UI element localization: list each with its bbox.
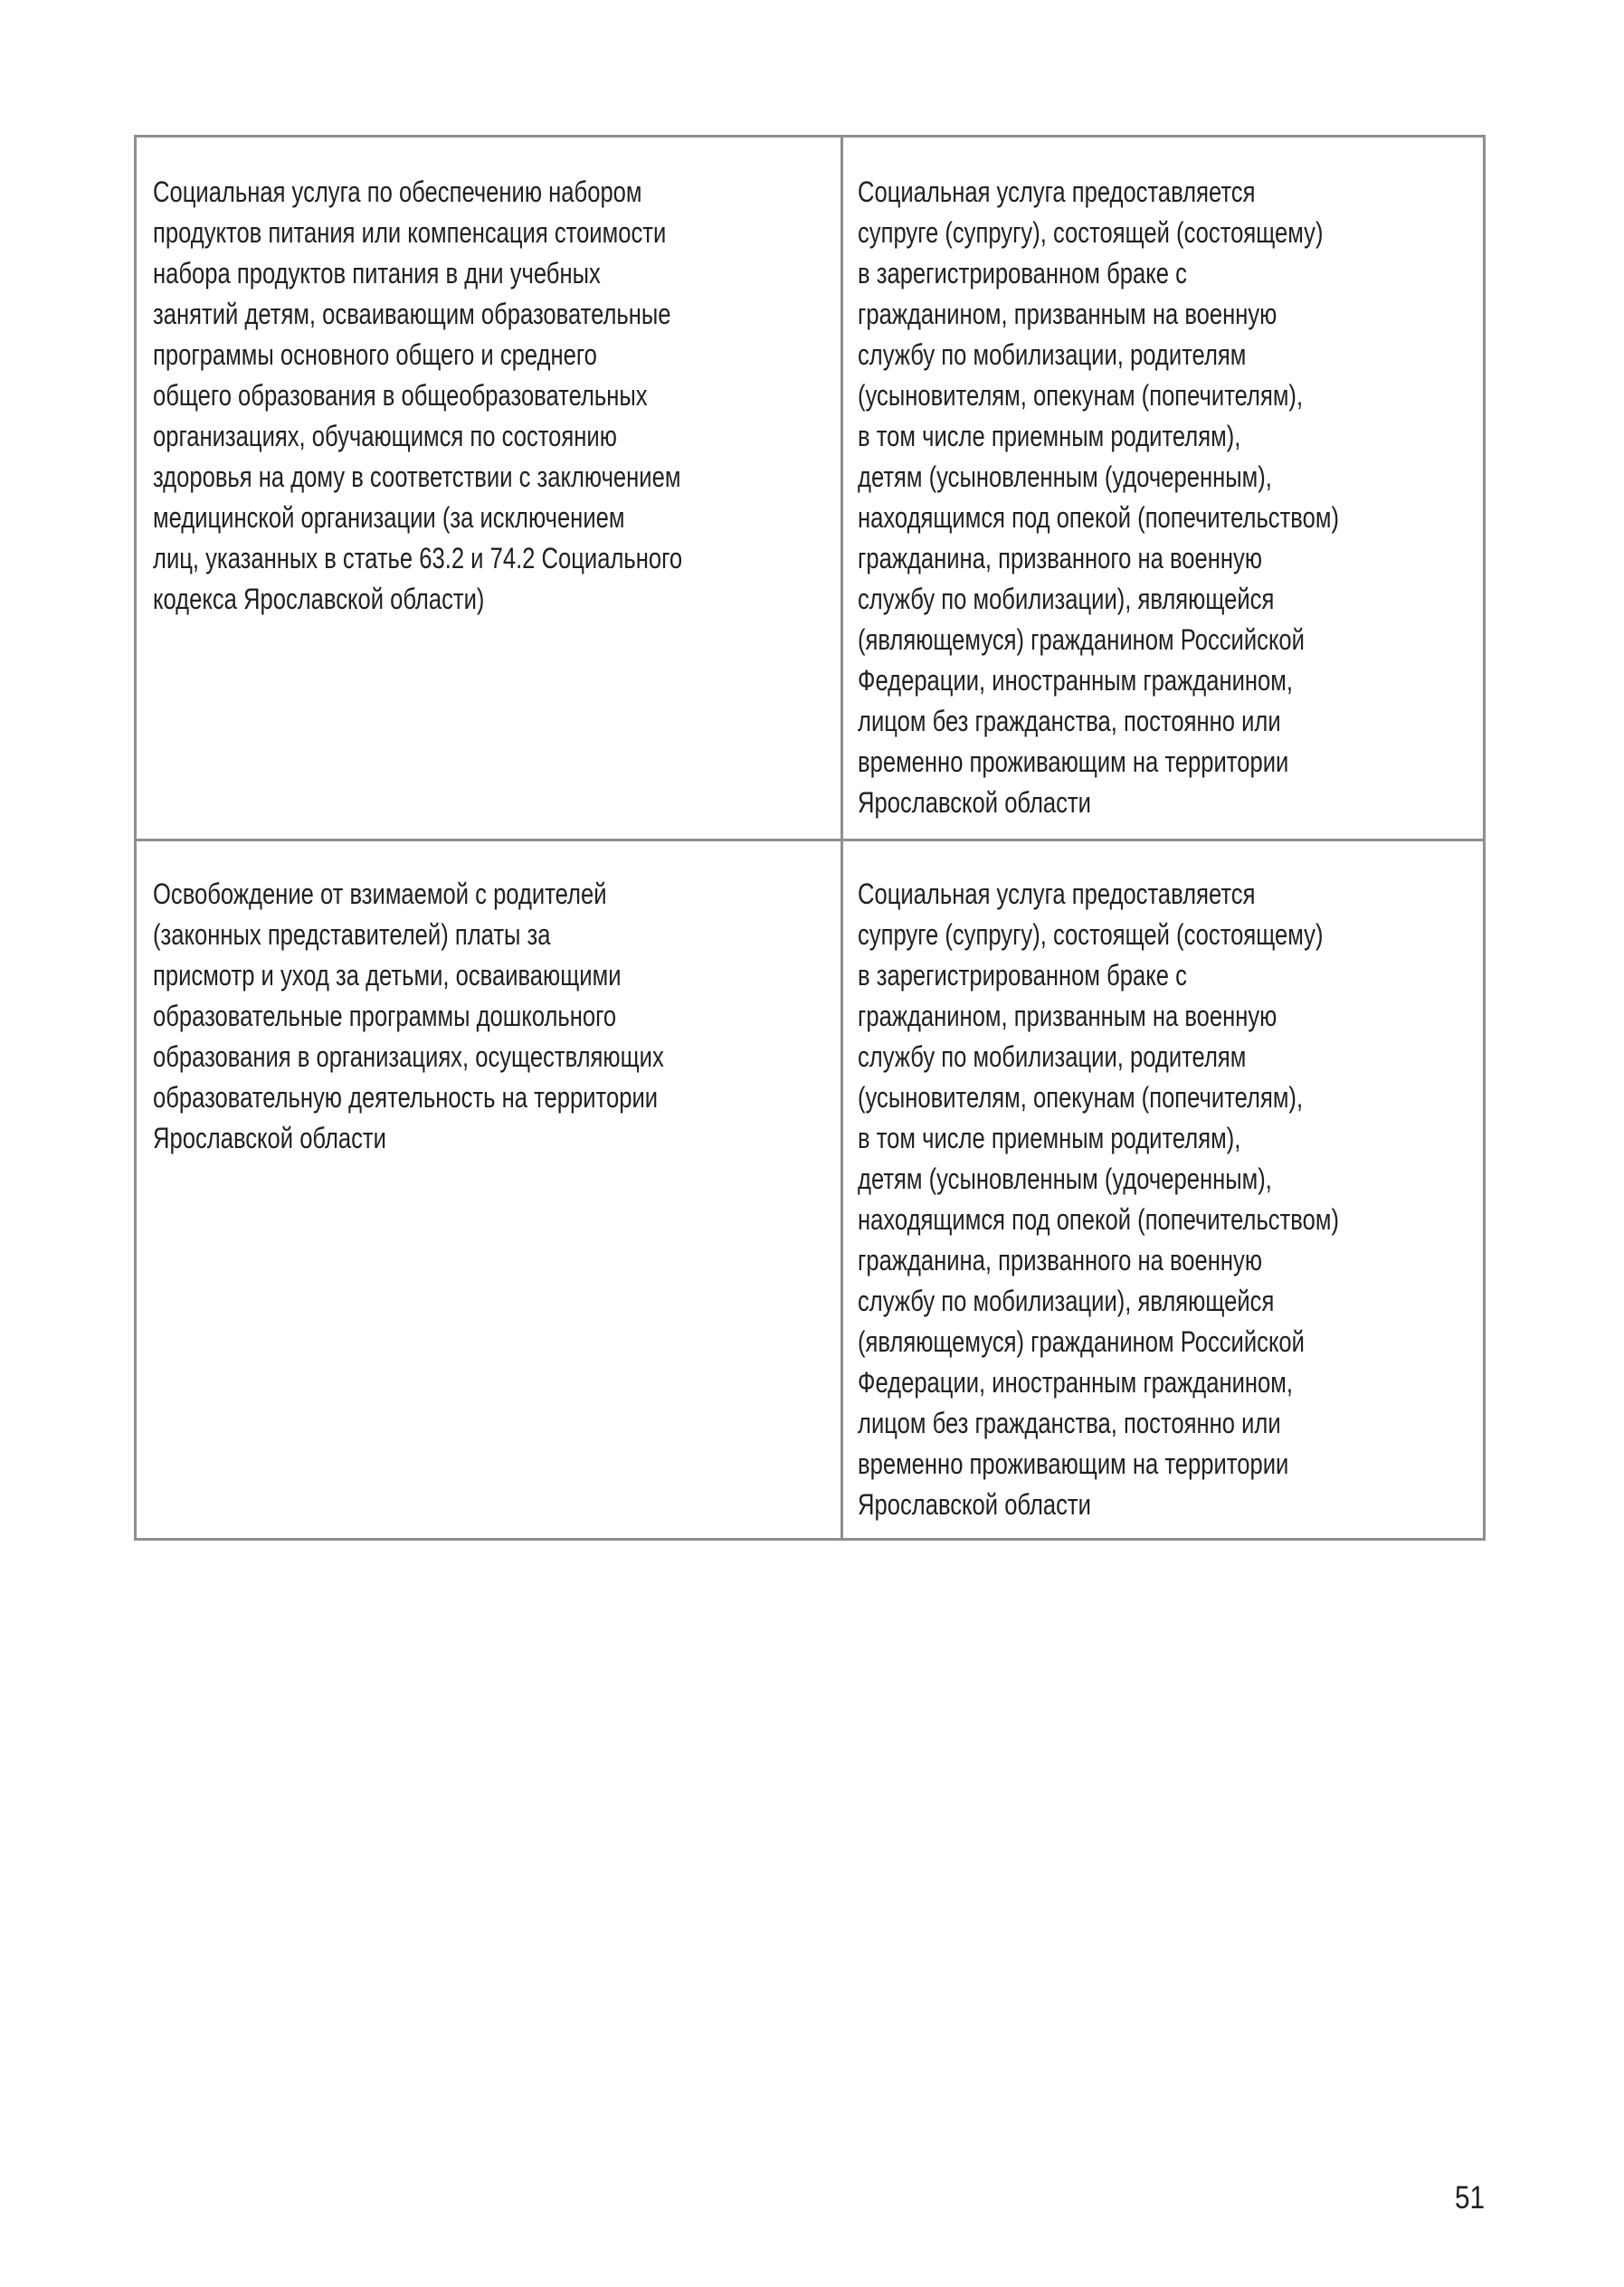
text-line: (законных представителей) платы за (153, 918, 551, 951)
text-line: (усыновителям, опекунам (попечителям), (858, 1081, 1304, 1114)
text-line: продуктов питания или компенсация стоимости (153, 216, 667, 249)
text-line: Федерации, иностранным гражданином, (858, 664, 1293, 697)
text-line: находящимся под опекой (попечительством) (858, 1203, 1339, 1236)
text-line: службу по мобилизации, родителям (858, 338, 1247, 371)
text-line: детям (усыновленным (удочеренным), (858, 1162, 1272, 1195)
text-line: (являющемуся) гражданином Российской (858, 1325, 1305, 1358)
text-line: (являющемуся) гражданином Российской (858, 623, 1305, 656)
text-line: Ярославской области (153, 1122, 386, 1154)
text-line: службу по мобилизации, родителям (858, 1040, 1247, 1073)
row-2-service-cell (153, 874, 792, 1159)
text-line: присмотр и уход за детьми, осваивающими (153, 959, 622, 992)
text-line: образовательные программы дошкольного (153, 1000, 617, 1032)
text-line: кодекса Ярославской области) (153, 583, 485, 615)
text-line: гражданином, призванным на военную (858, 298, 1277, 330)
text-line: временно проживающим на территории (858, 1447, 1289, 1480)
text-line: Федерации, иностранным гражданином, (858, 1366, 1293, 1399)
text-line: медицинской организации (за исключением (153, 501, 625, 534)
row-2-recipients-cell (858, 874, 1459, 1525)
text-line: Ярославской области (858, 786, 1091, 819)
cell-text (858, 172, 1339, 823)
text-line: программы основного общего и среднего (153, 338, 597, 371)
text-line: в том числе приемным родителям), (858, 420, 1241, 452)
text-line: Ярославской области (858, 1488, 1091, 1521)
row-1-service-cell (153, 172, 814, 620)
text-line: в зарегистрированном браке с (858, 257, 1187, 289)
text-line: образовательную деятельность на территории (153, 1081, 659, 1114)
text-line: организациях, обучающимся по состоянию (153, 420, 617, 452)
cell-text (153, 874, 664, 1159)
text-line: службу по мобилизации), являющейся (858, 583, 1275, 615)
row-divider (137, 839, 1483, 841)
text-line: в том числе приемным родителям), (858, 1122, 1241, 1154)
text-line: временно проживающим на территории (858, 745, 1289, 778)
text-line: детям (усыновленным (удочеренным), (858, 460, 1272, 493)
text-line: Социальная услуга предоставляется (858, 878, 1256, 910)
text-line: гражданином, призванным на военную (858, 1000, 1277, 1032)
text-line: здоровья на дому в соответствии с заключением (153, 460, 681, 493)
text-line: набора продуктов питания в дни учебных (153, 257, 601, 289)
text-line: Социальная услуга предоставляется (858, 176, 1256, 208)
text-line: лицом без гражданства, постоянно или (858, 1407, 1281, 1439)
text-line: супруге (супругу), состоящей (состоящему) (858, 918, 1324, 951)
text-line: Освобождение от взимаемой с родителей (153, 878, 607, 910)
text-line: гражданина, призванного на военную (858, 542, 1263, 574)
text-line: лицом без гражданства, постоянно или (858, 705, 1281, 737)
text-line: образования в организациях, осуществляющих (153, 1040, 664, 1073)
text-line: лиц, указанных в статье 63.2 и 74.2 Социального (153, 542, 683, 574)
text-line: службу по мобилизации), являющейся (858, 1285, 1275, 1317)
column-divider (840, 138, 843, 1538)
page-number: 51 (1455, 2180, 1486, 2216)
cell-text (858, 874, 1339, 1525)
text-line: общего образования в общеобразовательных (153, 379, 648, 412)
row-1-recipients-cell (858, 172, 1459, 823)
text-line: супруге (супругу), состоящей (состоящему) (858, 216, 1324, 249)
text-line: занятий детям, осваивающим образовательные (153, 298, 671, 330)
text-line: гражданина, призванного на военную (858, 1244, 1263, 1276)
text-line: (усыновителям, опекунам (попечителям), (858, 379, 1304, 412)
text-line: Социальная услуга по обеспечению набором (153, 176, 642, 208)
text-line: находящимся под опекой (попечительством) (858, 501, 1339, 534)
text-line: в зарегистрированном браке с (858, 959, 1187, 992)
services-table (134, 135, 1486, 1541)
cell-text (153, 172, 682, 620)
